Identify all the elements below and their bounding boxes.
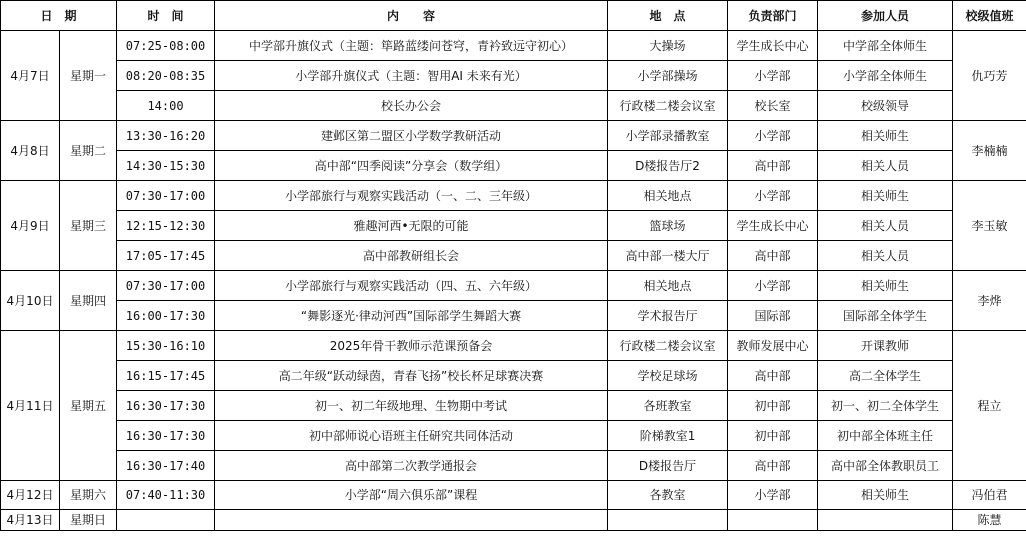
location-cell: 小学部录播教室 [608,121,728,151]
time-cell: 14:00 [117,91,215,121]
date-cell: 4月12日 [1,481,60,510]
content-cell: 2025年骨干教师示范课预备会 [215,331,608,361]
time-cell: 17:05-17:45 [117,241,215,271]
time-cell: 07:30-17:00 [117,271,215,301]
schedule-row [1,451,1026,481]
time-cell: 16:30-17:30 [117,421,215,451]
schedule-body [1,31,1026,531]
schedule-row [1,391,1026,421]
content-cell: 高中部教研组长会 [215,241,608,271]
schedule-row [1,510,1026,531]
weekday-cell: 星期日 [60,510,117,531]
duty-cell: 仇巧芳 [953,31,1026,121]
department-cell: 小学部 [728,121,818,151]
department-cell: 初中部 [728,421,818,451]
department-cell: 小学部 [728,61,818,91]
location-cell: 学术报告厅 [608,301,728,331]
time-cell: 14:30-15:30 [117,151,215,181]
location-cell: 相关地点 [608,181,728,211]
location-cell: 高中部一楼大厅 [608,241,728,271]
weekday-cell: 星期一 [60,31,117,121]
date-cell: 4月9日 [1,181,60,271]
content-cell: 初一、初二年级地理、生物期中考试 [215,391,608,421]
department-cell: 国际部 [728,301,818,331]
content-cell: 建邺区第二盟区小学数学教研活动 [215,121,608,151]
content-cell: 高中部第二次教学通报会 [215,451,608,481]
department-cell: 小学部 [728,181,818,211]
header-participants: 参加人员 [818,1,953,31]
duty-cell: 李烨 [953,271,1026,331]
content-cell [215,510,608,531]
participants-cell: 相关人员 [818,241,953,271]
participants-cell: 相关人员 [818,211,953,241]
weekday-cell: 星期四 [60,271,117,331]
duty-cell: 李玉敏 [953,181,1026,271]
schedule-row [1,481,1026,510]
duty-cell: 程立 [953,331,1026,481]
time-cell: 15:30-16:10 [117,331,215,361]
participants-cell: 高二全体学生 [818,361,953,391]
time-cell: 16:15-17:45 [117,361,215,391]
schedule-row [1,361,1026,391]
content-cell: 高二年级“跃动绿茵，青春飞扬”校长杯足球赛决赛 [215,361,608,391]
header-row [1,1,1026,31]
header-time: 时 间 [117,1,215,31]
department-cell: 学生成长中心 [728,31,818,61]
department-cell: 高中部 [728,361,818,391]
participants-cell: 相关人员 [818,151,953,181]
department-cell: 高中部 [728,451,818,481]
content-cell: 校长办公会 [215,91,608,121]
content-cell: 小学部旅行与观察实践活动（一、二、三年级） [215,181,608,211]
participants-cell: 开课教师 [818,331,953,361]
duty-cell: 冯伯君 [953,481,1026,510]
schedule-row [1,241,1026,271]
department-cell: 高中部 [728,151,818,181]
department-cell [728,510,818,531]
schedule-row [1,181,1026,211]
content-cell: 小学部“周六俱乐部”课程 [215,481,608,510]
department-cell: 小学部 [728,481,818,510]
location-cell: 各教室 [608,481,728,510]
header-date: 日 期 [1,1,117,31]
weekday-cell: 星期二 [60,121,117,181]
time-cell: 07:40-11:30 [117,481,215,510]
participants-cell [818,510,953,531]
location-cell: D楼报告厅 [608,451,728,481]
department-cell: 学生成长中心 [728,211,818,241]
location-cell: 小学部操场 [608,61,728,91]
content-cell: 雅趣河西•无限的可能 [215,211,608,241]
department-cell: 初中部 [728,391,818,421]
content-cell: 初中部师说心语班主任研究共同体活动 [215,421,608,451]
header-department: 负责部门 [728,1,818,31]
department-cell: 校长室 [728,91,818,121]
content-cell: 中学部升旗仪式（主题：筚路蓝缕问苍穹，青衿致远守初心） [215,31,608,61]
department-cell: 教师发展中心 [728,331,818,361]
date-cell: 4月11日 [1,331,60,481]
participants-cell: 小学部全体师生 [818,61,953,91]
department-cell: 高中部 [728,241,818,271]
date-cell: 4月7日 [1,31,60,121]
location-cell: 学校足球场 [608,361,728,391]
date-cell: 4月8日 [1,121,60,181]
schedule-row [1,421,1026,451]
time-cell: 16:30-17:30 [117,391,215,421]
participants-cell: 相关师生 [818,181,953,211]
schedule-row [1,91,1026,121]
participants-cell: 相关师生 [818,481,953,510]
schedule-row [1,301,1026,331]
time-cell: 12:15-12:30 [117,211,215,241]
content-cell: 小学部升旗仪式（主题：智用AI 未来有光） [215,61,608,91]
participants-cell: 初一、初二全体学生 [818,391,953,421]
location-cell [608,510,728,531]
time-cell: 16:00-17:30 [117,301,215,331]
time-cell: 07:25-08:00 [117,31,215,61]
content-cell: 高中部“四季阅读”分享会（数学组） [215,151,608,181]
schedule-row [1,151,1026,181]
department-cell: 小学部 [728,271,818,301]
participants-cell: 国际部全体学生 [818,301,953,331]
schedule-row [1,61,1026,91]
participants-cell: 中学部全体师生 [818,31,953,61]
location-cell: 各班教室 [608,391,728,421]
schedule-row [1,271,1026,301]
time-cell: 16:30-17:40 [117,451,215,481]
date-cell: 4月13日 [1,510,60,531]
weekday-cell: 星期六 [60,481,117,510]
participants-cell: 校级领导 [818,91,953,121]
location-cell: 行政楼二楼会议室 [608,331,728,361]
participants-cell: 相关师生 [818,271,953,301]
header-location: 地 点 [608,1,728,31]
location-cell: D楼报告厅2 [608,151,728,181]
location-cell: 阶梯教室1 [608,421,728,451]
weekday-cell: 星期三 [60,181,117,271]
date-cell: 4月10日 [1,271,60,331]
time-cell [117,510,215,531]
duty-cell: 李楠楠 [953,121,1026,181]
schedule-row [1,211,1026,241]
participants-cell: 初中部全体班主任 [818,421,953,451]
schedule-row [1,121,1026,151]
location-cell: 大操场 [608,31,728,61]
participants-cell: 高中部全体教职员工 [818,451,953,481]
location-cell: 相关地点 [608,271,728,301]
schedule-row [1,331,1026,361]
duty-cell: 陈慧 [953,510,1026,531]
content-cell: “舞影逐光·律动河西”国际部学生舞蹈大赛 [215,301,608,331]
header-content: 内 容 [215,1,608,31]
location-cell: 行政楼二楼会议室 [608,91,728,121]
location-cell: 篮球场 [608,211,728,241]
content-cell: 小学部旅行与观察实践活动（四、五、六年级） [215,271,608,301]
time-cell: 13:30-16:20 [117,121,215,151]
time-cell: 07:30-17:00 [117,181,215,211]
time-cell: 08:20-08:35 [117,61,215,91]
participants-cell: 相关师生 [818,121,953,151]
weekday-cell: 星期五 [60,331,117,481]
schedule-row [1,31,1026,61]
header-duty: 校级值班 [953,1,1026,31]
